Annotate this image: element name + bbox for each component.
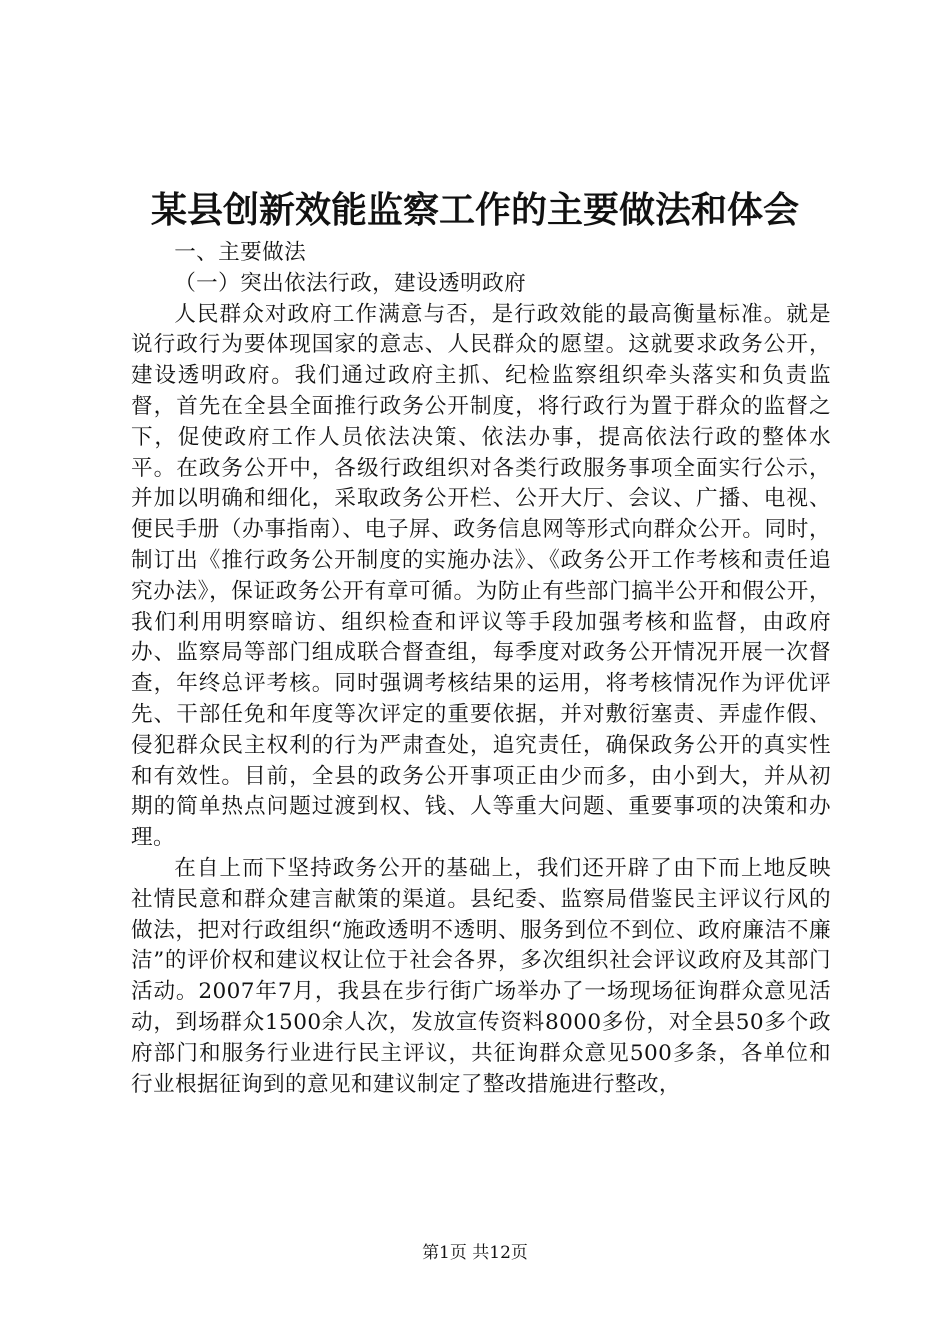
page-number-footer: 第1页 共12页 bbox=[422, 1243, 528, 1263]
body-paragraph: 人民群众对政府工作满意与否，是行政效能的最高衡量标准。就是说行政行为要体现国家的意志、人民群众的愿望。这就要求政务公开，建设透明政府。我们通过政府主抓、纪检监察组织牵头落实和负责监督，首先在全县全面推行政务公开制度，将行政行为置于群众的监督之下，促使政府工作人员依法决策、依法办事，提高依法行政的整体水平。在政务公开中，各级行政组织对各类行政服务事项全面实行公示，并加以明确和细化，采取政务公开栏、公开大厅、会议、广播、电视、便民手册（办事指南）、电子屏、政务信息网等形式向群众公开。同时，制订出《推行政务公开制度的实施办法》、《政务公开工作考核和责任追究办法》，保证政务公开有章可循。为防止有些部门搞半公开和假公开，我们利用明察暗访、组织检查和评议等手段加强考核和监督，由政府办、监察局等部门组成联合督查组，每季度对政务公开情况开展一次督查，年终总评考核。同时强调考核结果的运用，将考核情况作为评优评先、干部任免和年度等次评定的重要依据，并对敷衍塞责、弄虚作假、侵犯群众民主权利的行为严肃查处，追究责任，确保政务公开的真实性和有效性。目前，全县的政务公开事项正由少而多，由小到大，并从初期的简单热点问题过渡到权、钱、人等重大问题、重要事项的决策和办理。 bbox=[131, 301, 831, 851]
subsection-heading: （一）突出依法行政，建设透明政府 bbox=[174, 270, 527, 296]
section-heading: 一、主要做法 bbox=[174, 240, 307, 265]
document-body bbox=[131, 238, 831, 1100]
document-title: 某县创新效能监察工作的主要做法和体会 bbox=[150, 189, 799, 231]
body-paragraph: 在自上而下坚持政务公开的基础上，我们还开辟了由下而上地反映社情民意和群众建言献策的渠道。县纪委、监察局借鉴民主评议行风的做法，把对行政组织“施政透明不透明、服务到位不到位、政府廉洁不廉洁”的评价权和建议权让位于社会各界，多次组织社会评议政府及其部门活动。2007年7月，我县在步行街广场举办了一场现场征询群众意见活动，到场群众1500余人次，发放宣传资料8000多份，对全县50多个政府部门和服务行业进行民主评议，共征询群众意见500多条，各单位和行业根据征询到的意见和建议制定了整改措施进行整改， bbox=[131, 855, 831, 1097]
